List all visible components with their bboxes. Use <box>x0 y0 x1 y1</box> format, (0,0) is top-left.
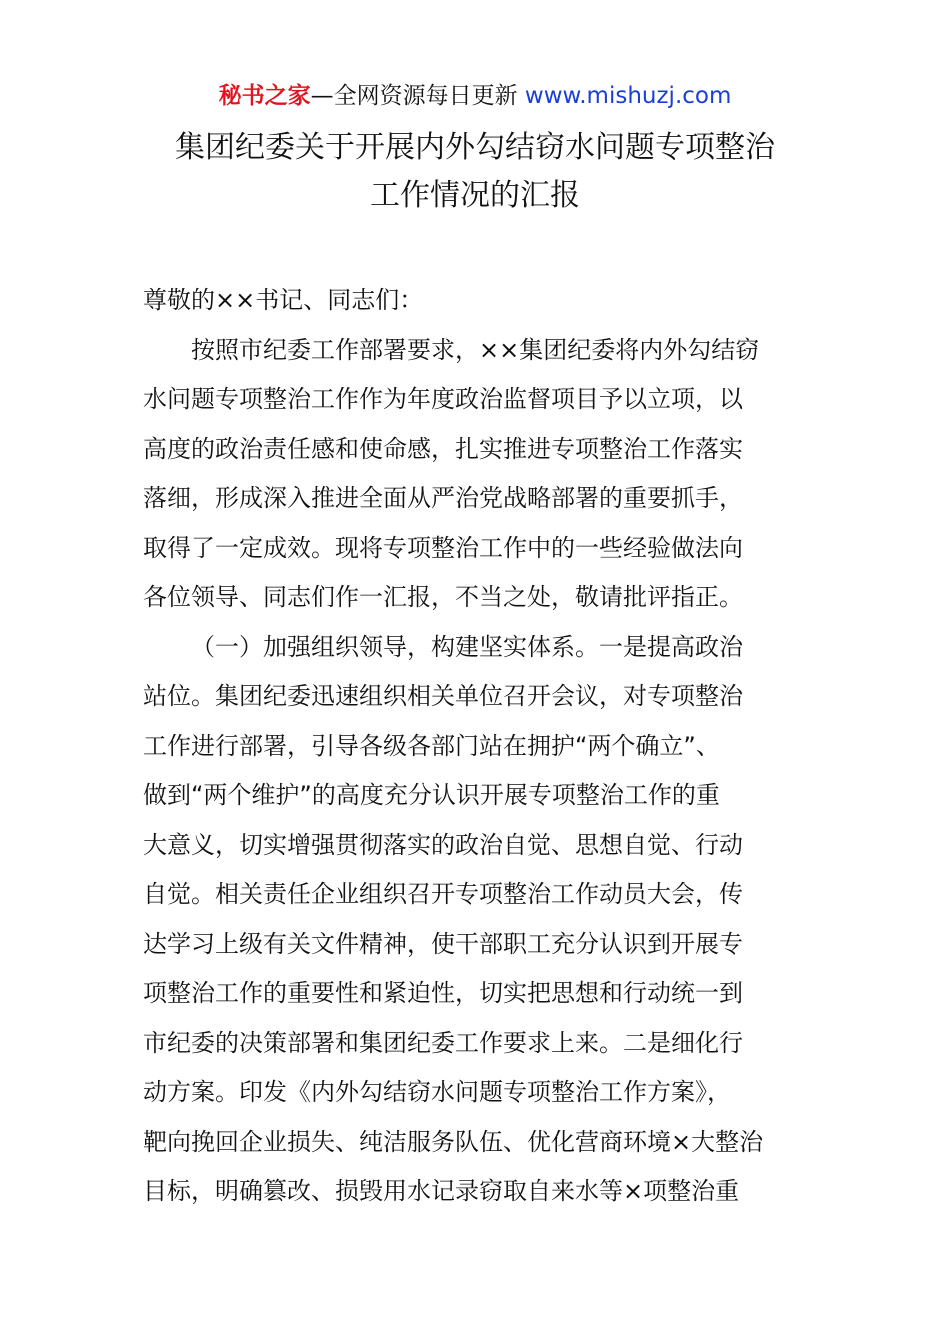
site-tagline: —全网资源每日更新 <box>310 83 525 109</box>
paragraph-line: 取得了一定成效。现将专项整治工作中的一些经验做法向 <box>143 533 743 562</box>
site-brand: 秘书之家 <box>218 83 311 109</box>
document-title <box>0 124 950 220</box>
paragraph-line: （一）加强组织领导，构建坚实体系。一是提高政治 <box>191 632 743 661</box>
document-title-line-1: 集团纪委关于开展内外勾结窃水问题专项整治 <box>175 130 775 165</box>
site-url[interactable]: www.mishuzj.com <box>524 83 732 109</box>
paragraph-line: 水问题专项整治工作作为年度政治监督项目予以立项，以 <box>143 385 743 413</box>
paragraph-line: 项整治工作的重要性和紧迫性，切实把思想和行动统一到 <box>143 979 743 1007</box>
document-title-line-2: 工作情况的汇报 <box>370 178 580 213</box>
paragraph-line: 各位领导、同志们作一汇报，不当之处，敬请批评指正。 <box>143 583 743 611</box>
paragraph-line: 大意义，切实增强贯彻落实的政治自觉、思想自觉、行动 <box>143 830 743 859</box>
paragraph-line: 自觉。相关责任企业组织召开专项整治工作动员大会，传 <box>143 880 743 908</box>
document-body <box>143 276 813 1217</box>
paragraph-line: 目标，明确篡改、损毁用水记录窃取自来水等×项整治重 <box>143 1177 740 1205</box>
salutation: 尊敬的××书记、同志们： <box>143 286 424 314</box>
paragraph-line: 高度的政治责任感和使命感，扎实推进专项整治工作落实 <box>143 434 743 463</box>
paragraph-line: 工作进行部署，引导各级各部门站在拥护“两个确立”、 <box>143 731 720 760</box>
paragraph-line: 做到“两个维护”的高度充分认识开展专项整治工作的重 <box>143 781 720 809</box>
paragraph-line: 达学习上级有关文件精神，使干部职工充分认识到开展专 <box>143 929 743 958</box>
site-header <box>0 80 950 112</box>
paragraph-line: 落细，形成深入推进全面从严治党战略部署的重要抓手， <box>143 484 743 512</box>
paragraph-line: 靶向挽回企业损失、纯洁服务队伍、优化营商环境×大整治 <box>143 1127 764 1156</box>
paragraph-line: 动方案。印发《内外勾结窃水问题专项整治工作方案》， <box>143 1078 731 1106</box>
paragraph-line: 市纪委的决策部署和集团纪委工作要求上来。二是细化行 <box>143 1028 743 1057</box>
paragraph-line: 按照市纪委工作部署要求，××集团纪委将内外勾结窃 <box>191 335 760 364</box>
paragraph-line: 站位。集团纪委迅速组织相关单位召开会议，对专项整治 <box>143 682 743 710</box>
